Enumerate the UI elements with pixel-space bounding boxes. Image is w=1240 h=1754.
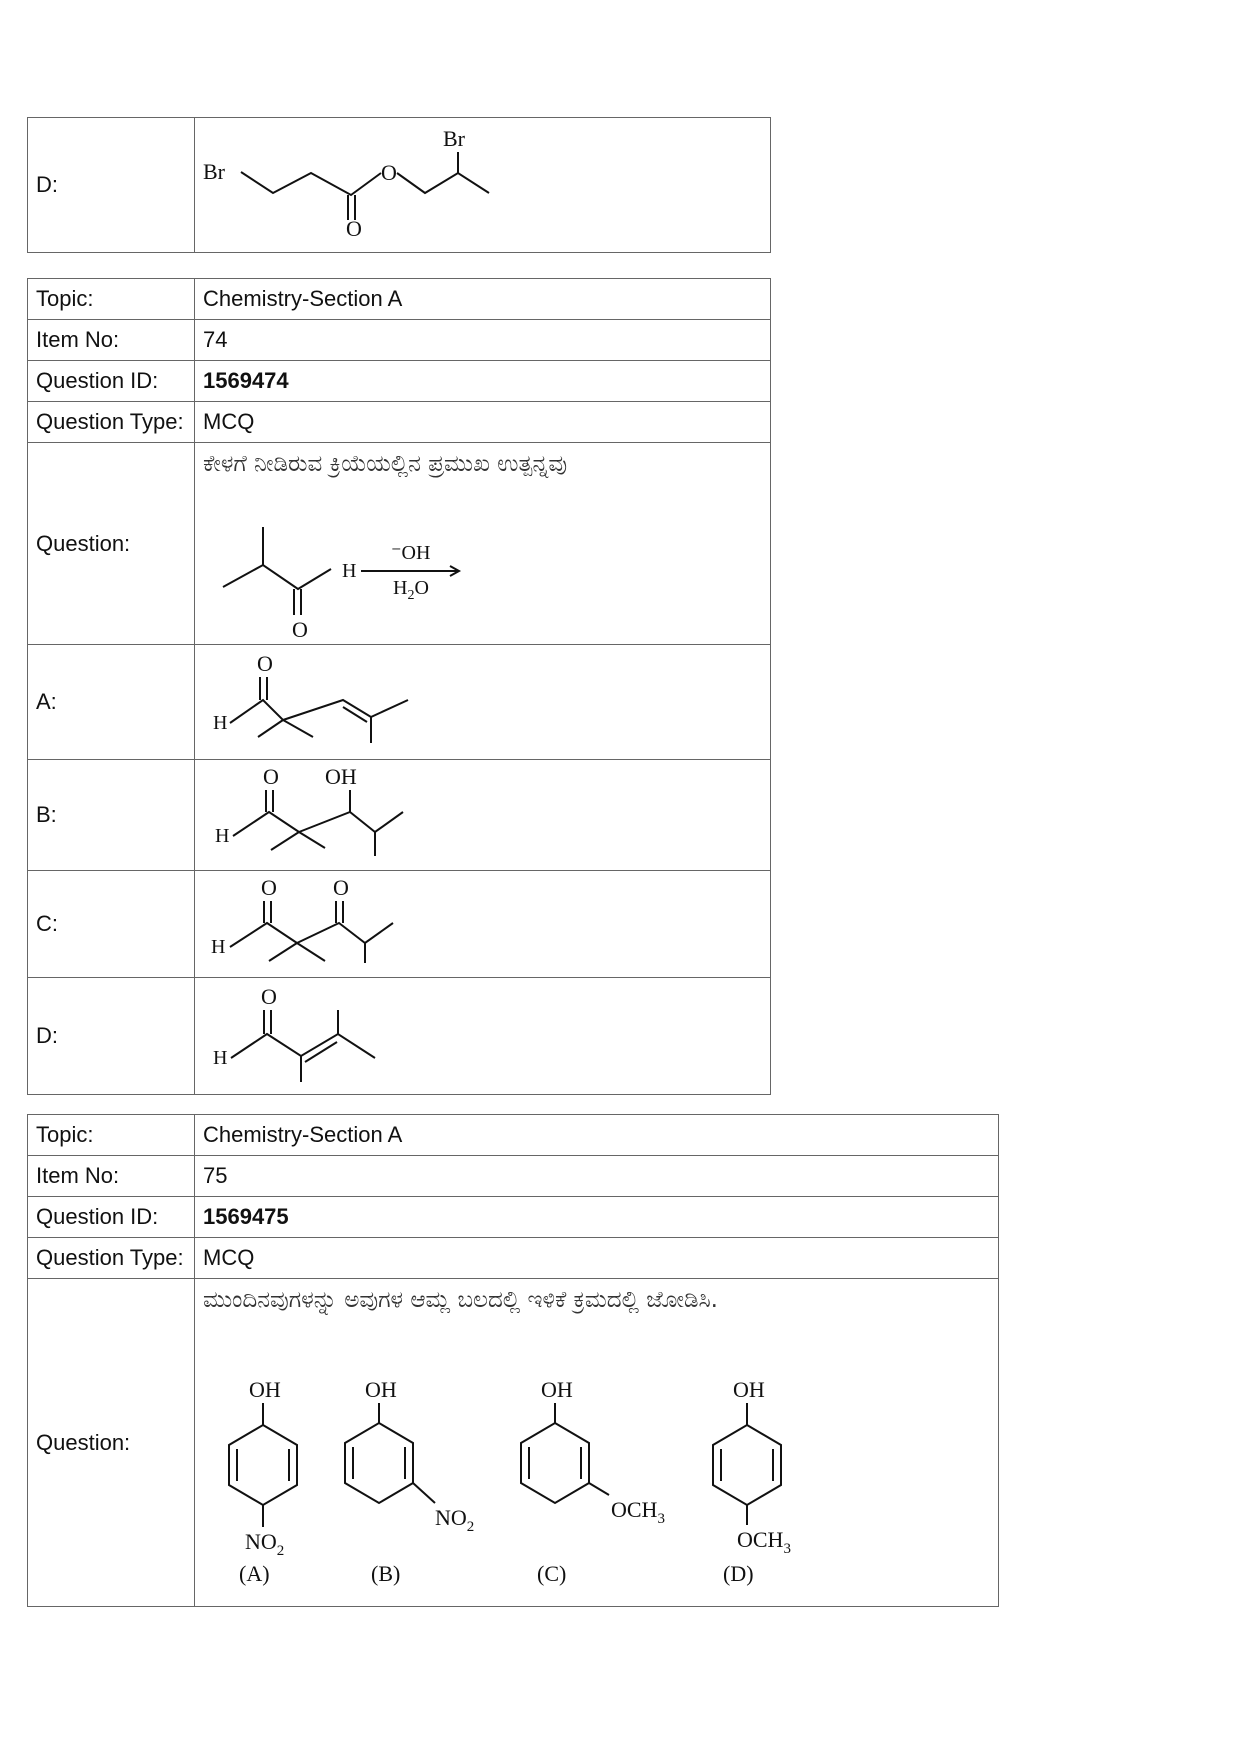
compound-d-caption: (D) bbox=[723, 1561, 754, 1586]
option-c-molecule bbox=[203, 871, 423, 971]
reagent-hydroxide: ⁻OH bbox=[391, 542, 431, 564]
compound-b-substituent: $NO_2$ bbox=[435, 1505, 475, 1535]
option-c-row bbox=[28, 871, 771, 978]
item-row-75 bbox=[28, 1156, 999, 1197]
option-a-h: H bbox=[213, 712, 228, 734]
item-label: Item No: bbox=[28, 320, 195, 361]
compound-a-caption: (A) bbox=[239, 1561, 270, 1586]
phenol-compounds bbox=[203, 1313, 903, 1586]
topic-value: Chemistry-Section A bbox=[195, 279, 771, 320]
qtype-row-75 bbox=[28, 1238, 999, 1279]
option-d-label: D: bbox=[28, 118, 195, 253]
topic-value-75: Chemistry-Section A bbox=[195, 1115, 999, 1156]
option-a-molecule bbox=[203, 645, 423, 753]
qtype-value: MCQ bbox=[195, 402, 771, 443]
item-value: 74 bbox=[195, 320, 771, 361]
ester-oxygen: O bbox=[381, 160, 397, 185]
option-c-structure bbox=[195, 871, 771, 978]
topic-row-75 bbox=[28, 1115, 999, 1156]
carbonyl-oxygen: O bbox=[346, 216, 362, 241]
question-body-75 bbox=[195, 1279, 999, 1607]
reaction-oxygen: O bbox=[292, 617, 308, 642]
option-b-label: B: bbox=[28, 760, 195, 871]
qid-value-75: 1569475 bbox=[195, 1197, 999, 1238]
question-row-75 bbox=[28, 1279, 999, 1607]
compound-a-substituent: $NO_2$ bbox=[245, 1529, 285, 1559]
option-a-oxygen: O bbox=[257, 651, 273, 676]
option-d-label-74: D: bbox=[28, 978, 195, 1095]
compound-a bbox=[229, 1377, 297, 1586]
option-d-structure-74 bbox=[195, 978, 771, 1095]
option-c-oxygen-2: O bbox=[333, 875, 349, 900]
br-atom-left: Br bbox=[203, 159, 225, 184]
option-d-row-74 bbox=[28, 978, 771, 1095]
option-a-structure bbox=[195, 645, 771, 760]
question-label-75: Question: bbox=[28, 1279, 195, 1607]
option-b-hydroxyl: OH bbox=[325, 764, 357, 789]
compound-d-oh: OH bbox=[733, 1377, 765, 1402]
qtype-row bbox=[28, 402, 771, 443]
compound-b-oh: OH bbox=[365, 1377, 397, 1402]
compound-a-oh: OH bbox=[249, 1377, 281, 1402]
option-d-oxygen-74: O bbox=[261, 984, 277, 1009]
question-text: ಕೇಳಗೆ ನೀಡಿರುವ ಕ್ರಿಯೆಯಲ್ಲಿನ ಪ್ರಮುಖ ಉತ್ಪನ್ನವು bbox=[203, 451, 568, 477]
question-table-previous bbox=[27, 117, 771, 253]
question-table-75 bbox=[27, 1114, 999, 1607]
aldol-reaction-scheme bbox=[203, 477, 503, 642]
item-value-75: 75 bbox=[195, 1156, 999, 1197]
question-label: Question: bbox=[28, 443, 195, 645]
option-c-label: C: bbox=[28, 871, 195, 978]
option-b-molecule bbox=[203, 760, 423, 864]
item-row bbox=[28, 320, 771, 361]
qid-value: 1569474 bbox=[195, 361, 771, 402]
option-b-row bbox=[28, 760, 771, 871]
topic-row bbox=[28, 279, 771, 320]
qid-row bbox=[28, 361, 771, 402]
option-b-h: H bbox=[215, 825, 230, 847]
option-a-row bbox=[28, 645, 771, 760]
question-table-74 bbox=[27, 278, 771, 1095]
option-d-row bbox=[28, 118, 771, 253]
qtype-value-75: MCQ bbox=[195, 1238, 999, 1279]
topic-label-75: Topic: bbox=[28, 1115, 195, 1156]
compound-b-caption: (B) bbox=[371, 1561, 401, 1586]
option-c-oxygen-1: O bbox=[261, 875, 277, 900]
dibromo-ester-structure bbox=[203, 118, 503, 246]
question-body bbox=[195, 443, 771, 645]
item-label-75: Item No: bbox=[28, 1156, 195, 1197]
qtype-label: Question Type: bbox=[28, 402, 195, 443]
qtype-label-75: Question Type: bbox=[28, 1238, 195, 1279]
qid-row-75 bbox=[28, 1197, 999, 1238]
topic-label: Topic: bbox=[28, 279, 195, 320]
qid-label: Question ID: bbox=[28, 361, 195, 402]
compound-c-caption: (C) bbox=[537, 1561, 567, 1586]
compound-d bbox=[713, 1377, 791, 1586]
compound-c-oh: OH bbox=[541, 1377, 573, 1402]
option-d-h-74: H bbox=[213, 1047, 228, 1069]
option-c-h: H bbox=[211, 936, 226, 958]
compound-b bbox=[345, 1377, 474, 1586]
option-a-label: A: bbox=[28, 645, 195, 760]
br-atom-right: Br bbox=[443, 126, 465, 151]
reaction-aldehyde-h: H bbox=[342, 560, 357, 582]
option-d-structure bbox=[195, 118, 771, 253]
compound-d-substituent: $OCH_3$ bbox=[737, 1527, 791, 1557]
compound-c bbox=[521, 1377, 665, 1586]
question-row bbox=[28, 443, 771, 645]
compound-c-substituent: $OCH_3$ bbox=[611, 1497, 665, 1527]
qid-label-75: Question ID: bbox=[28, 1197, 195, 1238]
option-b-oxygen: O bbox=[263, 764, 279, 789]
option-b-structure bbox=[195, 760, 771, 871]
reagent-water: $H_2O$ bbox=[393, 577, 429, 603]
question-text-75: ಮುಂದಿನವುಗಳನ್ನು ಅವುಗಳ ಆಮ್ಲ ಬಲದಲ್ಲಿ ಇಳಿಕೆ ಕ್ರಮದಲ್ಲಿ ಜೋಡಿಸಿ. bbox=[203, 1287, 718, 1313]
option-d-molecule-74 bbox=[203, 978, 423, 1088]
